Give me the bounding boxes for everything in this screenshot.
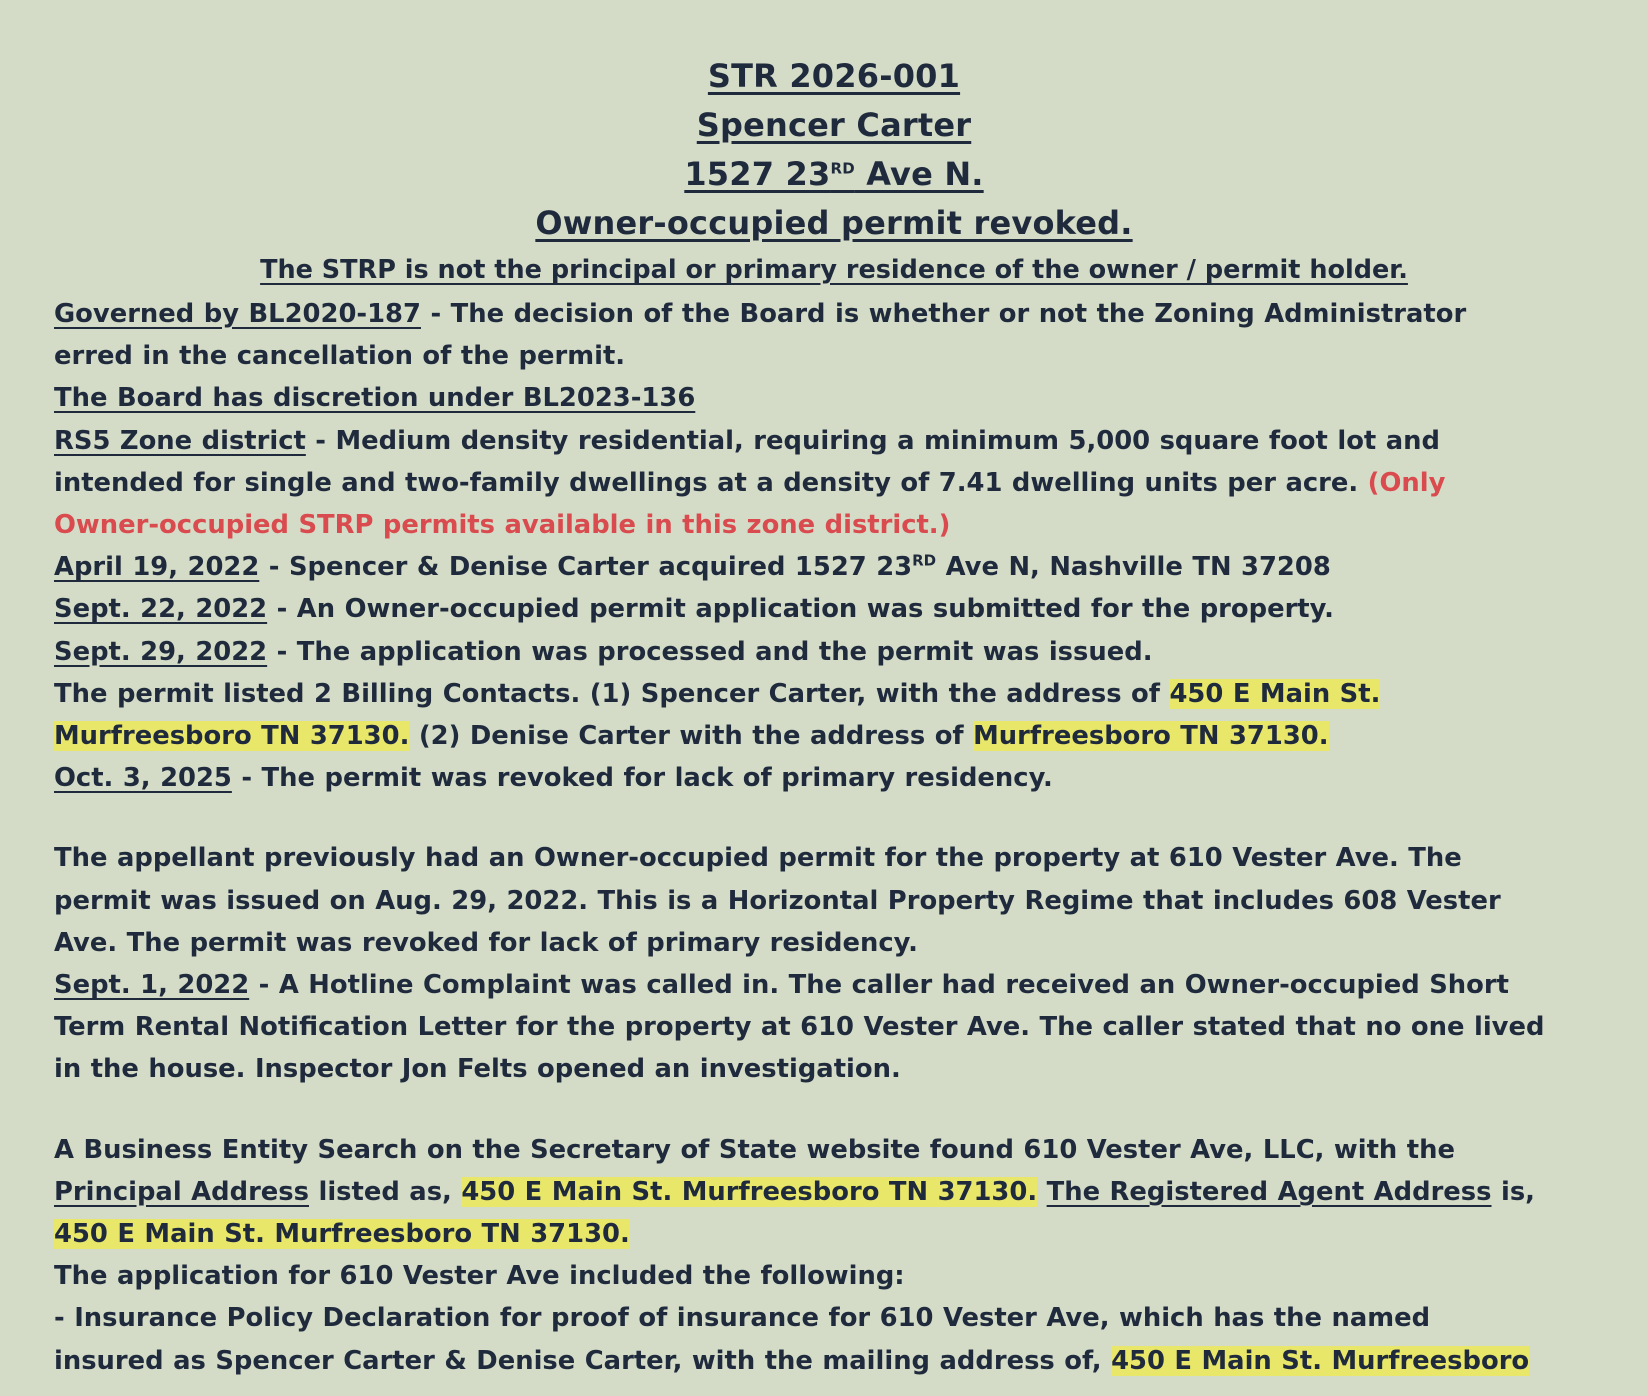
paragraph-gap <box>54 799 1614 837</box>
acquired-text-1: - Spencer & Denise Carter acquired 1527 23 <box>259 552 913 583</box>
application-line: The application for 610 Vester Ave included the following: <box>54 1261 905 1292</box>
insurance-line-1: - Insurance Policy Declaration for proof of insurance for 610 Vester Ave, which has the named <box>54 1303 1431 1334</box>
space <box>1037 1177 1046 1207</box>
hotline-date: Sept. 1, 2022 <box>54 970 250 1001</box>
principal-address: 450 E Main St. Murfreesboro TN 37130. <box>461 1176 1038 1207</box>
principal-address-label: Principal Address <box>54 1176 309 1207</box>
governed-ordinance: Governed by BL2020-187 <box>54 299 421 329</box>
zone-note-2: Owner-occupied STRP permits available in this zone district.) <box>54 510 951 541</box>
case-heading <box>54 52 1614 293</box>
zone-text-1: - Medium density residential, requiring a minimum 5,000 square foot lot and <box>305 425 1440 456</box>
paragraph-gap <box>54 1091 1614 1129</box>
hotline-line-2: Term Rental Notification Letter for the property at 610 Vester Ave. The caller stated that no one lived <box>54 1012 1545 1043</box>
hotline-line-3: in the house. Inspector Jon Felts opened an investigation. <box>54 1054 901 1085</box>
billing-address-1b: Murfreesboro TN 37130. <box>54 721 410 752</box>
case-number: STR 2026-001 <box>707 57 961 95</box>
submitted-text: - An Owner-occupied permit application was submitted for the property. <box>267 594 1334 625</box>
hotline-text-1: - A Hotline Complaint was called in. The caller had received an Owner-occupied Short <box>249 970 1509 1001</box>
previous-line-2: permit was issued on Aug. 29, 2022. This is a Horizontal Property Regime that includes 608 Vester <box>54 885 1501 916</box>
billing-address-2: Murfreesboro TN 37130. <box>973 721 1329 752</box>
submitted-date: Sept. 22, 2022 <box>54 594 268 625</box>
address-main: 1527 23 <box>684 155 831 193</box>
business-line-3 <box>54 1213 1614 1255</box>
zone-line-2 <box>54 462 1614 504</box>
principal-text: listed as, <box>309 1176 462 1207</box>
issued-date: Sept. 29, 2022 <box>54 636 268 667</box>
zone-district: RS5 Zone district <box>54 425 306 456</box>
business-line-2 <box>54 1171 1614 1213</box>
issued-line <box>54 631 1614 673</box>
billing-address-1a: 450 E Main St. <box>1169 678 1381 709</box>
address-superscript: RD <box>830 159 855 178</box>
discretion-ordinance: The Board has discretion under BL2023-136 <box>54 383 696 414</box>
revoked-date: Oct. 3, 2025 <box>54 763 232 794</box>
acquired-line <box>54 546 1614 588</box>
acquired-superscript: RD <box>912 551 937 570</box>
billing-text-2: (2) Denise Carter with the address of <box>409 721 974 752</box>
zone-line-1 <box>54 420 1614 462</box>
insurance-text-2: insured as Spencer Carter & Denise Carter, with the mailing address of, <box>54 1345 1112 1376</box>
revoked-text: - The permit was revoked for lack of primary residency. <box>231 763 1053 794</box>
revoked-line <box>54 757 1614 799</box>
governed-line-2: erred in the cancellation of the permit. <box>54 341 626 372</box>
governed-text-1: - The decision of the Board is whether or not the Zoning Administrator <box>420 299 1467 329</box>
registered-agent-label: The Registered Agent Address <box>1046 1176 1492 1207</box>
submitted-line <box>54 588 1614 630</box>
previous-line-3: Ave. The permit was revoked for lack of primary residency. <box>54 927 918 958</box>
insurance-mailing-address: 450 E Main St. Murfreesboro <box>1111 1345 1530 1376</box>
property-address <box>54 150 1614 199</box>
insurance-line-2 <box>54 1340 1614 1382</box>
document-body <box>54 293 1614 1382</box>
governed-line-1 <box>54 293 1614 335</box>
acquired-date: April 19, 2022 <box>54 552 260 583</box>
zone-note-1: (Only <box>1367 467 1446 498</box>
appellant-name: Spencer Carter <box>696 106 972 144</box>
zone-text-2: intended for single and two-family dwellings at a density of 7.41 dwelling units per acre. <box>54 467 1368 498</box>
address-rest: Ave N. <box>854 155 984 193</box>
hotline-line-1 <box>54 964 1614 1006</box>
billing-text-1: The permit listed 2 Billing Contacts. (1) Spencer Carter, with the address of <box>54 678 1170 709</box>
billing-line-1 <box>54 673 1614 715</box>
registered-agent-address: 450 E Main St. Murfreesboro TN 37130. <box>54 1219 630 1250</box>
acquired-text-2: Ave N, Nashville TN 37208 <box>936 552 1331 583</box>
permit-status: Owner-occupied permit revoked. <box>535 204 1133 242</box>
business-line-1: A Business Entity Search on the Secretary of State website found 610 Vester Ave, LLC, with the <box>54 1134 1455 1165</box>
previous-line-1: The appellant previously had an Owner-occupied permit for the property at 610 Vester Ave. The <box>54 843 1462 874</box>
agent-text: is, <box>1491 1176 1535 1207</box>
billing-line-2 <box>54 715 1614 757</box>
discretion-line <box>54 377 1614 419</box>
revocation-reason: The STRP is not the principal or primary residence of the owner / permit holder. <box>260 255 1408 285</box>
issued-text: - The application was processed and the permit was issued. <box>267 636 1153 667</box>
